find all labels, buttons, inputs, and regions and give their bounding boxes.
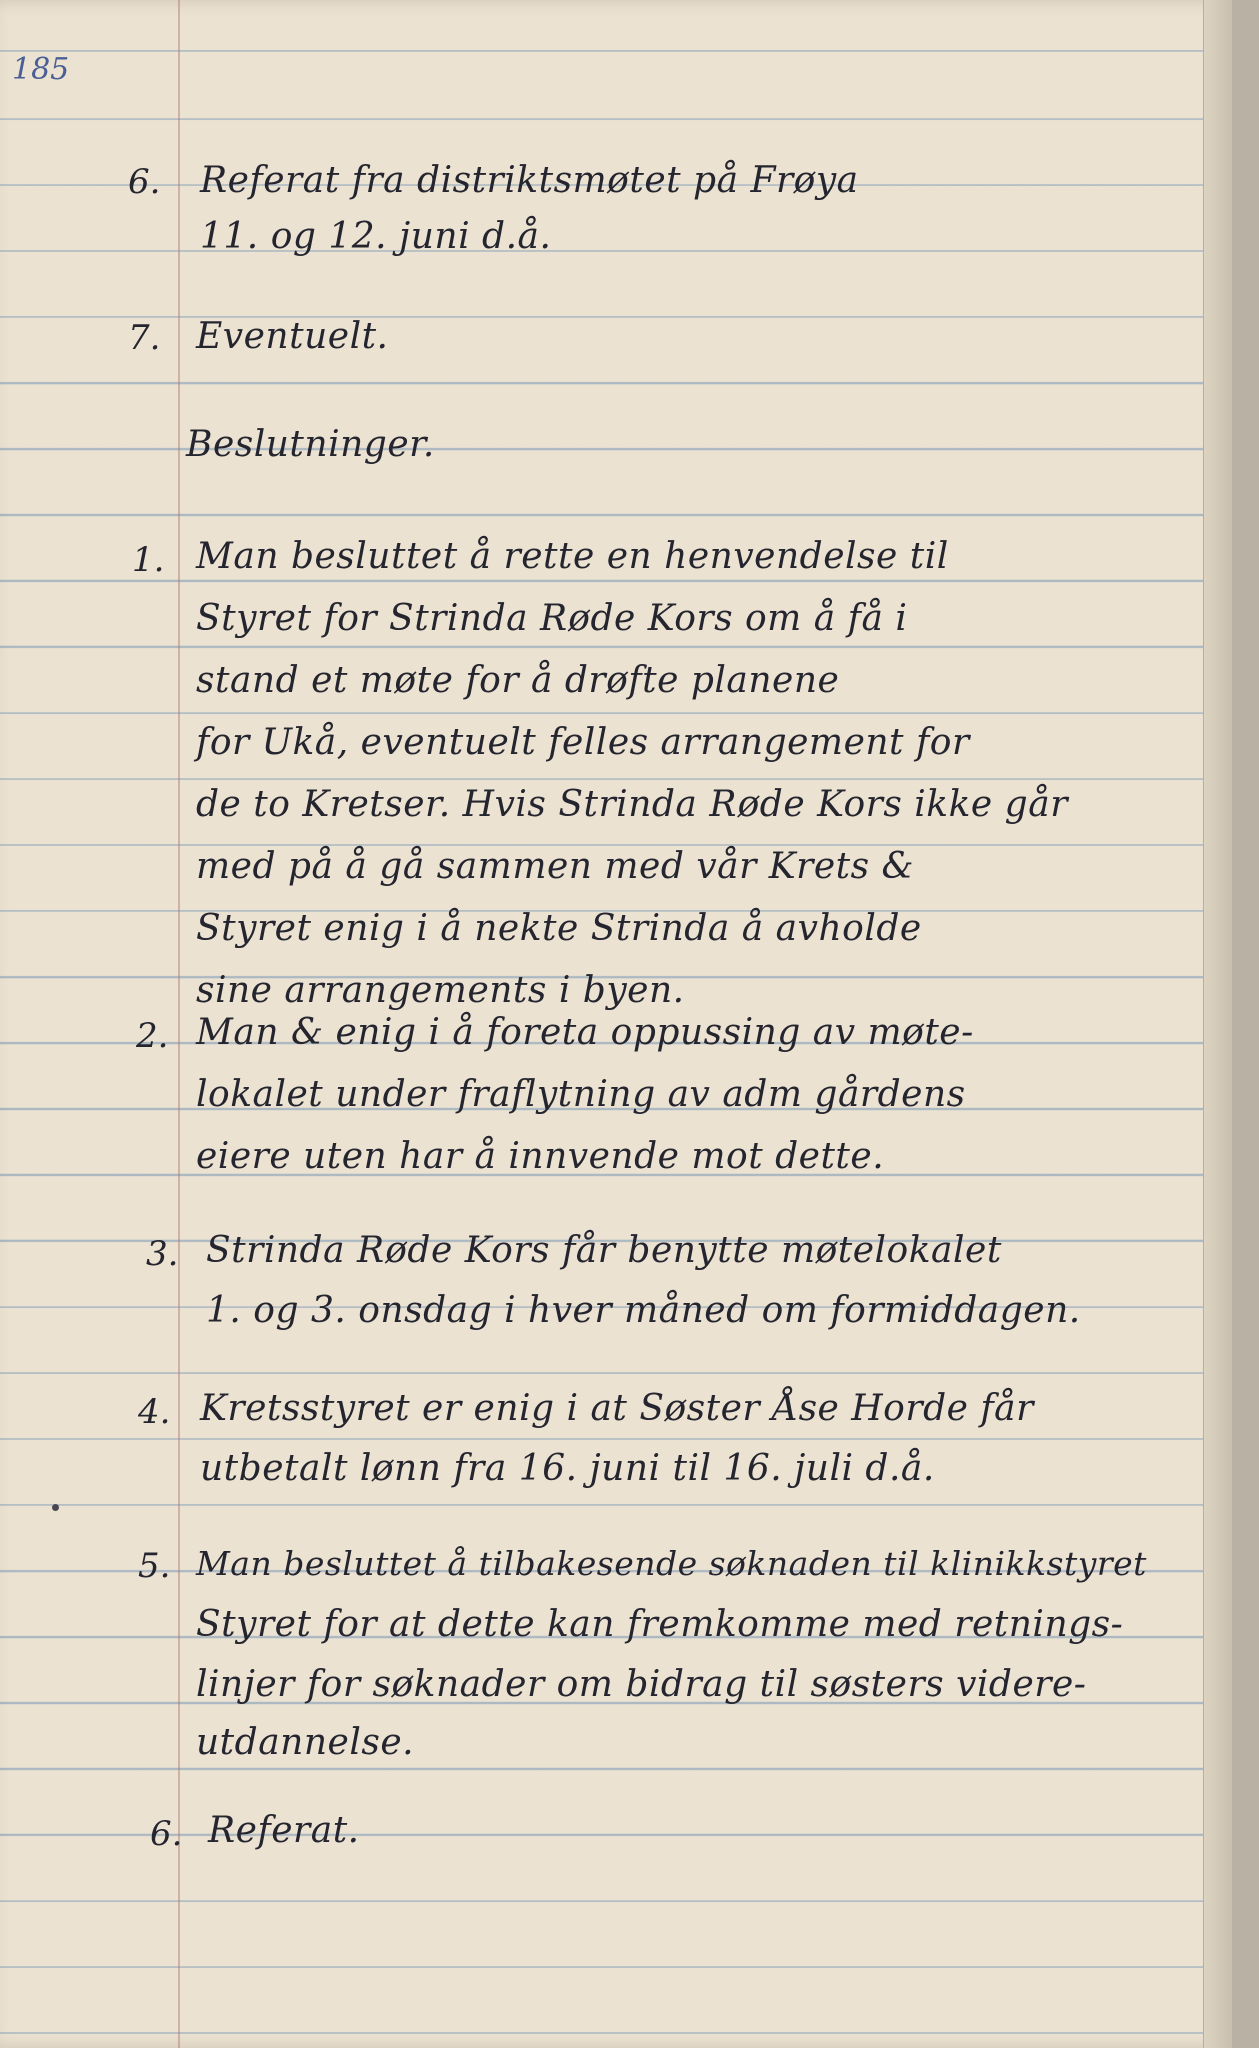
decision-line: Styret enig i å nekte Strinda å avholde bbox=[196, 908, 922, 949]
decision-line: Man besluttet å rette en henvendelse til bbox=[196, 536, 949, 577]
decision-number: 1. bbox=[132, 540, 165, 580]
agenda-line: Referat fra distriktsmøtet på Frøya bbox=[200, 160, 859, 201]
decision-line: Styret for Strinda Røde Kors om å få i bbox=[196, 598, 908, 639]
decision-number: 4. bbox=[138, 1392, 171, 1432]
decision-line: utdannelse. bbox=[196, 1722, 415, 1763]
decision-number: 6. bbox=[150, 1814, 183, 1854]
section-heading: Beslutninger. bbox=[186, 424, 435, 465]
decision-line: 1. og 3. onsdag i hver måned om formiddagen. bbox=[206, 1290, 1081, 1331]
decision-number: 5. bbox=[138, 1546, 171, 1586]
decision-line: stand et møte for å drøfte planene bbox=[196, 660, 840, 701]
decision-number: 3. bbox=[146, 1234, 179, 1274]
decision-line: Referat. bbox=[208, 1810, 360, 1851]
margin-line bbox=[178, 0, 180, 2048]
decision-line: for Ukå, eventuelt felles arrangement for bbox=[196, 722, 970, 763]
decision-line: de to Kretser. Hvis Strinda Røde Kors ikke går bbox=[196, 784, 1068, 825]
page-number: 185 bbox=[12, 52, 70, 87]
decision-line: med på å gå sammen med vår Krets & bbox=[196, 846, 915, 887]
decision-line: Strinda Røde Kors får benytte møtelokalet bbox=[206, 1230, 1002, 1271]
decision-line: linjer for søknader om bidrag til søsters videre- bbox=[196, 1664, 1087, 1705]
decision-line: Kretsstyret er enig i at Søster Åse Horde får bbox=[200, 1388, 1034, 1429]
agenda-number: 6. bbox=[128, 162, 161, 202]
page-edge bbox=[1203, 0, 1232, 2048]
agenda-number: 7. bbox=[128, 318, 161, 358]
decision-line: Man besluttet å tilbakesende søknaden til klinikkstyret bbox=[196, 1544, 1147, 1583]
decision-line: sine arrangements i byen. bbox=[196, 970, 685, 1011]
decision-line: utbetalt lønn fra 16. juni til 16. juli d.å. bbox=[200, 1448, 935, 1489]
decision-line: eiere uten har å innvende mot dette. bbox=[196, 1136, 885, 1177]
decision-number: 2. bbox=[136, 1016, 169, 1056]
decision-line: lokalet under fraflytning av adm gårdens bbox=[196, 1074, 966, 1115]
ink-smudge bbox=[52, 1504, 59, 1511]
agenda-line: 11. og 12. juni d.å. bbox=[200, 216, 552, 257]
decision-line: Styret for at dette kan fremkomme med retnings- bbox=[196, 1604, 1124, 1645]
agenda-line: Eventuelt. bbox=[196, 316, 389, 357]
decision-line: Man & enig i å foreta oppussing av møte- bbox=[196, 1012, 974, 1053]
